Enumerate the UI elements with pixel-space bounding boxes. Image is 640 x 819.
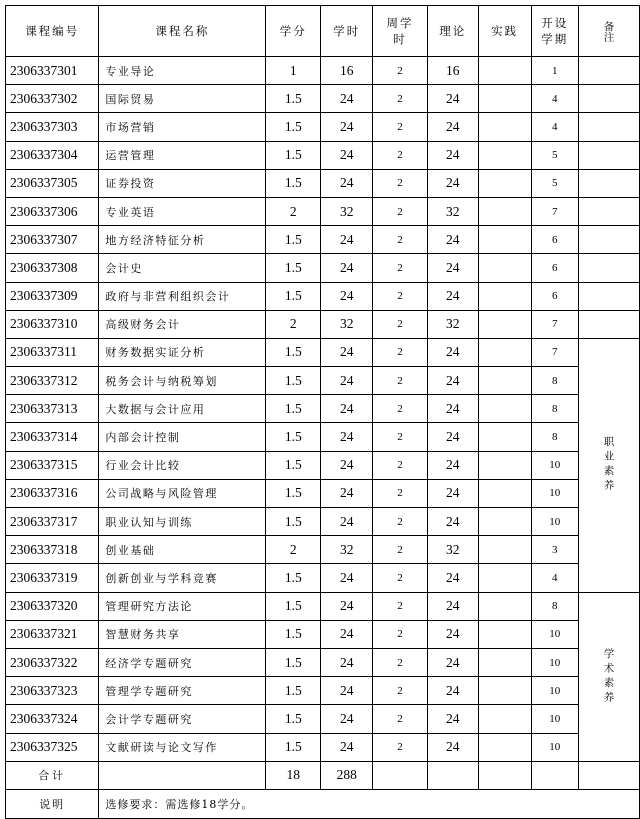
course-name: 创业基础 [99, 536, 266, 564]
remark-blank [578, 254, 639, 282]
table-row [6, 113, 640, 141]
table-row [6, 338, 640, 366]
course-week-hours: 2 [373, 57, 427, 85]
table-row [6, 451, 640, 479]
total-blank [478, 761, 531, 789]
course-name: 大数据与会计应用 [99, 395, 266, 423]
table-row [6, 508, 640, 536]
table-row [6, 282, 640, 310]
course-practice [478, 169, 531, 197]
course-week-hours: 2 [373, 141, 427, 169]
course-semester: 4 [531, 564, 578, 592]
explain-row [6, 789, 640, 818]
course-week-hours: 2 [373, 592, 427, 620]
course-semester: 6 [531, 282, 578, 310]
course-semester: 4 [531, 113, 578, 141]
course-credit: 1.5 [266, 226, 321, 254]
course-hours: 24 [321, 367, 373, 395]
course-practice [478, 451, 531, 479]
course-practice [478, 310, 531, 338]
course-name: 文献研读与论文写作 [99, 733, 266, 761]
course-hours: 24 [321, 733, 373, 761]
course-practice [478, 338, 531, 366]
table-row [6, 254, 640, 282]
course-theory: 24 [427, 479, 478, 507]
table-row [6, 197, 640, 225]
course-theory: 24 [427, 592, 478, 620]
course-credit: 1.5 [266, 648, 321, 676]
course-practice [478, 395, 531, 423]
course-code: 2306337314 [6, 423, 99, 451]
table-row [6, 592, 640, 620]
header-week-hours: 周学时 [373, 6, 427, 57]
course-semester: 10 [531, 705, 578, 733]
course-name: 专业导论 [99, 57, 266, 85]
course-practice [478, 423, 531, 451]
table-row [6, 367, 640, 395]
course-name: 会计学专题研究 [99, 705, 266, 733]
course-name: 会计史 [99, 254, 266, 282]
course-week-hours: 2 [373, 451, 427, 479]
explain-label: 说明 [6, 789, 99, 818]
course-name: 证券投资 [99, 169, 266, 197]
course-hours: 24 [321, 395, 373, 423]
course-week-hours: 2 [373, 423, 427, 451]
course-semester: 8 [531, 592, 578, 620]
total-row [6, 761, 640, 789]
course-name: 经济学专题研究 [99, 648, 266, 676]
remark-blank [578, 169, 639, 197]
total-blank [99, 761, 266, 789]
header-hours: 学时 [321, 6, 373, 57]
remark-blank [578, 85, 639, 113]
course-practice [478, 479, 531, 507]
course-hours: 24 [321, 479, 373, 507]
course-practice [478, 254, 531, 282]
course-theory: 24 [427, 338, 478, 366]
course-week-hours: 2 [373, 648, 427, 676]
course-practice [478, 564, 531, 592]
course-practice [478, 705, 531, 733]
course-code: 2306337321 [6, 620, 99, 648]
course-week-hours: 2 [373, 338, 427, 366]
course-week-hours: 2 [373, 197, 427, 225]
course-semester: 10 [531, 479, 578, 507]
course-name: 内部会计控制 [99, 423, 266, 451]
total-blank [578, 761, 639, 789]
remark-blank [578, 57, 639, 85]
course-name: 税务会计与纳税筹划 [99, 367, 266, 395]
course-theory: 24 [427, 113, 478, 141]
course-semester: 8 [531, 423, 578, 451]
course-hours: 24 [321, 113, 373, 141]
header-name: 课程名称 [99, 6, 266, 57]
course-credit: 1.5 [266, 85, 321, 113]
course-code: 2306337317 [6, 508, 99, 536]
course-hours: 32 [321, 197, 373, 225]
course-code: 2306337312 [6, 367, 99, 395]
course-code: 2306337324 [6, 705, 99, 733]
course-name: 创新创业与学科竞赛 [99, 564, 266, 592]
course-credit: 2 [266, 310, 321, 338]
course-semester: 3 [531, 536, 578, 564]
course-theory: 24 [427, 564, 478, 592]
course-code: 2306337316 [6, 479, 99, 507]
remark-blank [578, 310, 639, 338]
course-week-hours: 2 [373, 620, 427, 648]
course-hours: 16 [321, 57, 373, 85]
course-code: 2306337308 [6, 254, 99, 282]
course-code: 2306337301 [6, 57, 99, 85]
course-name: 地方经济特征分析 [99, 226, 266, 254]
course-code: 2306337313 [6, 395, 99, 423]
course-week-hours: 2 [373, 733, 427, 761]
course-code: 2306337307 [6, 226, 99, 254]
course-credit: 1.5 [266, 733, 321, 761]
course-theory: 24 [427, 620, 478, 648]
course-name: 职业认知与训练 [99, 508, 266, 536]
course-practice [478, 197, 531, 225]
course-semester: 1 [531, 57, 578, 85]
course-code: 2306337322 [6, 648, 99, 676]
total-blank [531, 761, 578, 789]
course-name: 智慧财务共享 [99, 620, 266, 648]
course-practice [478, 367, 531, 395]
remark-blank [578, 197, 639, 225]
course-hours: 32 [321, 310, 373, 338]
course-week-hours: 2 [373, 564, 427, 592]
course-hours: 24 [321, 226, 373, 254]
course-hours: 24 [321, 508, 373, 536]
total-hours: 288 [321, 761, 373, 789]
course-theory: 24 [427, 648, 478, 676]
course-credit: 1 [266, 57, 321, 85]
course-credit: 1.5 [266, 451, 321, 479]
table-row [6, 57, 640, 85]
course-table [5, 5, 640, 819]
course-hours: 24 [321, 677, 373, 705]
course-credit: 1.5 [266, 677, 321, 705]
header-code: 课程编号 [6, 6, 99, 57]
table-row [6, 141, 640, 169]
course-practice [478, 592, 531, 620]
course-semester: 7 [531, 310, 578, 338]
remark-group-academic: 学术素养 [578, 592, 639, 761]
table-row [6, 85, 640, 113]
course-hours: 24 [321, 705, 373, 733]
course-theory: 32 [427, 310, 478, 338]
course-semester: 6 [531, 226, 578, 254]
course-name: 财务数据实证分析 [99, 338, 266, 366]
course-theory: 24 [427, 733, 478, 761]
course-hours: 24 [321, 564, 373, 592]
table-row [6, 310, 640, 338]
course-name: 管理研究方法论 [99, 592, 266, 620]
course-practice [478, 226, 531, 254]
table-row [6, 479, 640, 507]
table-row [6, 423, 640, 451]
header-remark: 备注 [578, 6, 639, 57]
course-credit: 1.5 [266, 113, 321, 141]
course-theory: 16 [427, 57, 478, 85]
header-theory: 理论 [427, 6, 478, 57]
course-theory: 24 [427, 85, 478, 113]
course-code: 2306337320 [6, 592, 99, 620]
table-row [6, 226, 640, 254]
course-semester: 7 [531, 338, 578, 366]
remark-blank [578, 226, 639, 254]
course-credit: 1.5 [266, 479, 321, 507]
course-credit: 1.5 [266, 395, 321, 423]
course-semester: 5 [531, 169, 578, 197]
course-hours: 24 [321, 169, 373, 197]
course-credit: 1.5 [266, 423, 321, 451]
course-theory: 24 [427, 226, 478, 254]
course-theory: 24 [427, 705, 478, 733]
remark-blank [578, 141, 639, 169]
course-semester: 6 [531, 254, 578, 282]
course-theory: 24 [427, 169, 478, 197]
course-practice [478, 648, 531, 676]
course-theory: 24 [427, 508, 478, 536]
course-credit: 1.5 [266, 282, 321, 310]
course-hours: 24 [321, 141, 373, 169]
header-credit: 学分 [266, 6, 321, 57]
course-credit: 2 [266, 536, 321, 564]
course-code: 2306337325 [6, 733, 99, 761]
course-theory: 32 [427, 536, 478, 564]
course-practice [478, 733, 531, 761]
total-blank [427, 761, 478, 789]
course-week-hours: 2 [373, 169, 427, 197]
course-name: 管理学专题研究 [99, 677, 266, 705]
header-practice: 实践 [478, 6, 531, 57]
header-semester: 开设学期 [531, 6, 578, 57]
course-name: 专业英语 [99, 197, 266, 225]
course-semester: 10 [531, 648, 578, 676]
course-practice [478, 113, 531, 141]
course-week-hours: 2 [373, 705, 427, 733]
course-semester: 10 [531, 620, 578, 648]
course-credit: 1.5 [266, 141, 321, 169]
course-hours: 24 [321, 592, 373, 620]
course-code: 2306337306 [6, 197, 99, 225]
course-code: 2306337315 [6, 451, 99, 479]
course-hours: 32 [321, 536, 373, 564]
course-semester: 8 [531, 367, 578, 395]
course-theory: 24 [427, 282, 478, 310]
course-theory: 32 [427, 197, 478, 225]
course-credit: 1.5 [266, 367, 321, 395]
course-credit: 1.5 [266, 592, 321, 620]
remark-blank [578, 113, 639, 141]
course-hours: 24 [321, 620, 373, 648]
course-theory: 24 [427, 451, 478, 479]
table-row [6, 169, 640, 197]
course-practice [478, 141, 531, 169]
course-week-hours: 2 [373, 310, 427, 338]
course-semester: 7 [531, 197, 578, 225]
remark-group-professional: 职业素养 [578, 338, 639, 592]
course-semester: 10 [531, 451, 578, 479]
course-hours: 24 [321, 451, 373, 479]
table-row [6, 705, 640, 733]
table-row [6, 733, 640, 761]
course-theory: 24 [427, 367, 478, 395]
course-code: 2306337311 [6, 338, 99, 366]
course-week-hours: 2 [373, 367, 427, 395]
course-week-hours: 2 [373, 113, 427, 141]
course-credit: 1.5 [266, 169, 321, 197]
table-row [6, 620, 640, 648]
course-hours: 24 [321, 423, 373, 451]
course-theory: 24 [427, 677, 478, 705]
course-practice [478, 536, 531, 564]
course-week-hours: 2 [373, 536, 427, 564]
course-practice [478, 282, 531, 310]
table-row [6, 677, 640, 705]
course-week-hours: 2 [373, 85, 427, 113]
course-semester: 10 [531, 733, 578, 761]
course-code: 2306337323 [6, 677, 99, 705]
course-table-container [5, 5, 640, 819]
course-name: 高级财务会计 [99, 310, 266, 338]
course-hours: 24 [321, 254, 373, 282]
course-week-hours: 2 [373, 226, 427, 254]
course-code: 2306337302 [6, 85, 99, 113]
course-credit: 1.5 [266, 705, 321, 733]
course-week-hours: 2 [373, 254, 427, 282]
course-credit: 1.5 [266, 620, 321, 648]
course-week-hours: 2 [373, 677, 427, 705]
course-credit: 1.5 [266, 338, 321, 366]
course-week-hours: 2 [373, 282, 427, 310]
course-semester: 10 [531, 508, 578, 536]
course-name: 运营管理 [99, 141, 266, 169]
course-credit: 1.5 [266, 254, 321, 282]
course-hours: 24 [321, 282, 373, 310]
course-semester: 4 [531, 85, 578, 113]
course-name: 政府与非营利组织会计 [99, 282, 266, 310]
course-practice [478, 57, 531, 85]
course-name: 行业会计比较 [99, 451, 266, 479]
course-practice [478, 508, 531, 536]
course-name: 市场营销 [99, 113, 266, 141]
course-semester: 8 [531, 395, 578, 423]
course-semester: 5 [531, 141, 578, 169]
course-code: 2306337309 [6, 282, 99, 310]
course-code: 2306337303 [6, 113, 99, 141]
course-theory: 24 [427, 423, 478, 451]
course-hours: 24 [321, 85, 373, 113]
table-row [6, 648, 640, 676]
course-week-hours: 2 [373, 479, 427, 507]
course-code: 2306337310 [6, 310, 99, 338]
explain-text: 选修要求：需选修18学分。 [99, 789, 640, 818]
table-row [6, 564, 640, 592]
course-week-hours: 2 [373, 508, 427, 536]
course-week-hours: 2 [373, 395, 427, 423]
course-hours: 24 [321, 338, 373, 366]
course-theory: 24 [427, 141, 478, 169]
course-credit: 2 [266, 197, 321, 225]
course-code: 2306337305 [6, 169, 99, 197]
course-hours: 24 [321, 648, 373, 676]
course-practice [478, 620, 531, 648]
course-name: 公司战略与风险管理 [99, 479, 266, 507]
course-credit: 1.5 [266, 564, 321, 592]
course-code: 2306337304 [6, 141, 99, 169]
total-blank [373, 761, 427, 789]
course-semester: 10 [531, 677, 578, 705]
total-credit: 18 [266, 761, 321, 789]
table-row [6, 536, 640, 564]
header-row [6, 6, 640, 57]
course-credit: 1.5 [266, 508, 321, 536]
remark-blank [578, 282, 639, 310]
course-code: 2306337319 [6, 564, 99, 592]
course-practice [478, 85, 531, 113]
course-name: 国际贸易 [99, 85, 266, 113]
course-practice [478, 677, 531, 705]
total-label: 合计 [6, 761, 99, 789]
table-row [6, 395, 640, 423]
course-code: 2306337318 [6, 536, 99, 564]
course-theory: 24 [427, 395, 478, 423]
course-theory: 24 [427, 254, 478, 282]
